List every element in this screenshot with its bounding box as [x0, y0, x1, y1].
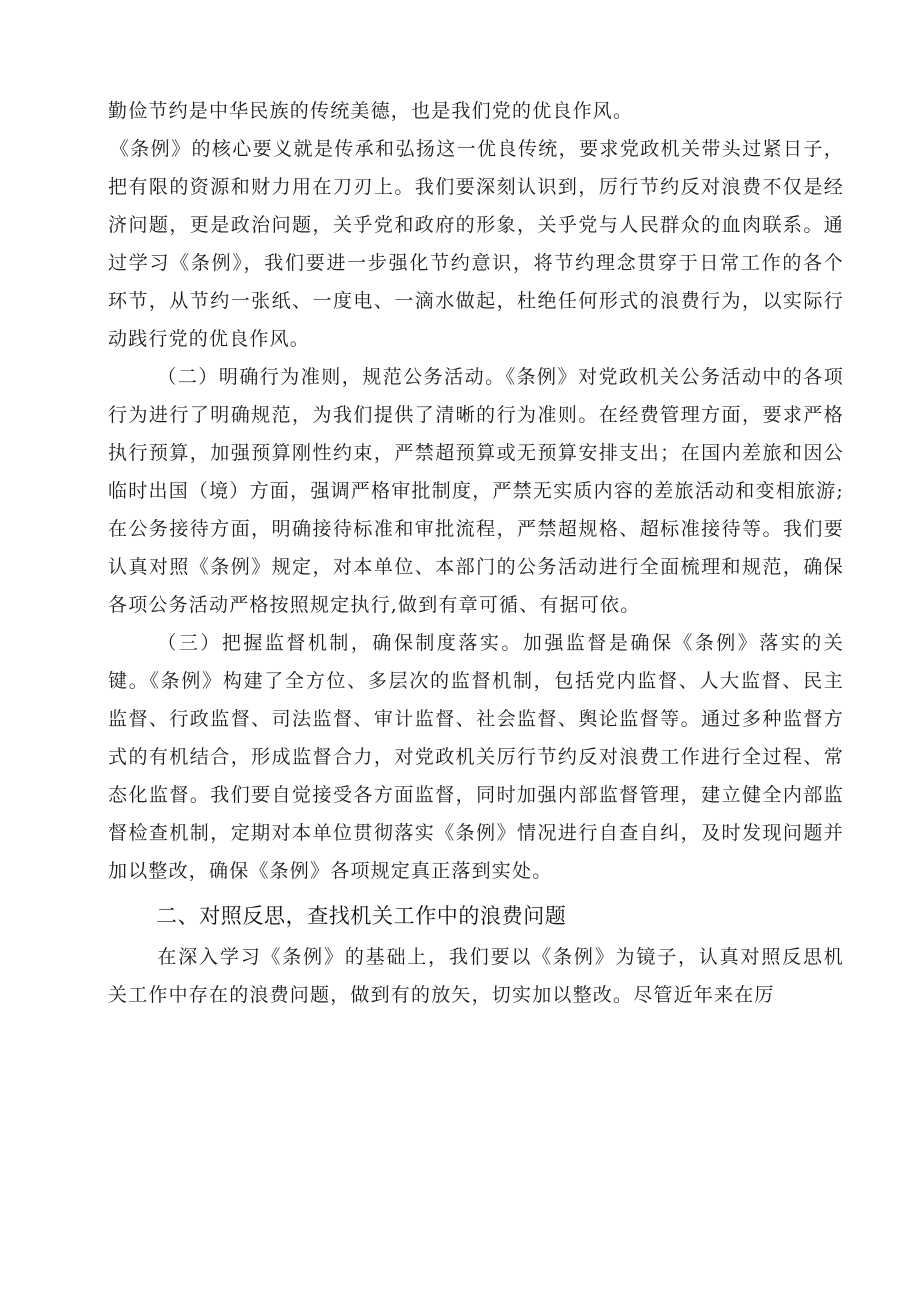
paragraph-supervision: （三）把握监督机制，确保制度落实。加强监督是确保《条例》落实的关键。《条例》构建了全方位、多层次的监督机制，包括党内监督、人大监督、民主监督、行政监督、司法监督、审计监督、社会监督、舆论监督等。通过多种监督方式的有机结合，形成监督合力，对党政机关厉行节约反对浪费工作进行全过程、常态化监督。我们要自觉接受各方面监督，同时加强内部监督管理，建立健全内部监督检查机制，定期对本单位贯彻落实《条例》情况进行自查自纠，及时发现问题并加以整改，确保《条例》各项规定真正落到实处。: [108, 632, 844, 882]
paragraph-core-meaning: 《条例》的核心要义就是传承和弘扬这一优良传统，要求党政机关带头过紧日子，把有限的资源和财力用在刀刃上。我们要深刻认识到，厉行节约反对浪费不仅是经济问题，更是政治问题，关乎党和政府的形象，关乎党与人民群众的血肉联系。通过学习《条例》，我们要进一步强化节约意识，将节约理念贯穿于日常工作的各个环节，从节约一张纸、一度电、一滴水做起，杜绝任何形式的浪费行为，以实际行动践行党的优良作风。: [108, 138, 844, 350]
section-heading: 二、对照反思，查找机关工作中的浪费问题: [156, 904, 567, 928]
paragraph-intro-continuation: 勤俭节约是中华民族的传统美德，也是我们党的优良作风。: [108, 100, 634, 122]
document-body: [108, 92, 844, 1014]
paragraph-behavior-rules: （二）明确行为准则，规范公务活动。《条例》对党政机关公务活动中的各项行为进行了明确规范，为我们提供了清晰的行为准则。在经费管理方面，要求严格执行预算，加强预算刚性约束，严禁超预算或无预算安排支出；在国内差旅和因公临时出国（境）方面，强调严格审批制度，严禁无实质内容的差旅活动和变相旅游;在公务接待方面，明确接待标准和审批流程，严禁超规格、超标准接待等。我们要认真对照《条例》规定，对本单位、本部门的公务活动进行全面梳理和规范，确保各项公务活动严格按照规定执行,做到有章可循、有据可依。: [108, 366, 844, 616]
paragraph-reflection: 在深入学习《条例》的基础上，我们要以《条例》为镜子，认真对照反思机关工作中存在的浪费问题，做到有的放矢，切实加以整改。尽管近年来在厉: [108, 946, 844, 1006]
